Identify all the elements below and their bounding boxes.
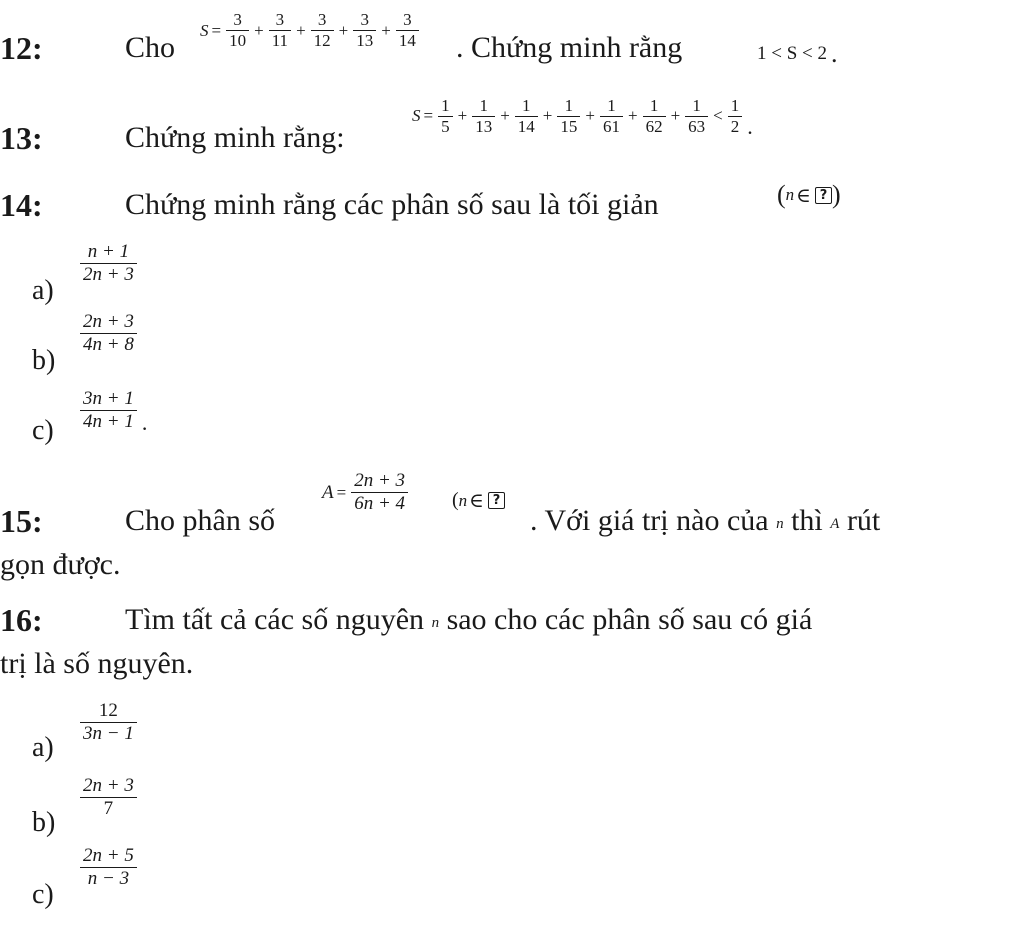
fraction	[80, 311, 137, 356]
text-segment: rút	[846, 504, 881, 537]
fraction	[80, 388, 137, 433]
denominator: n − 3	[87, 868, 130, 889]
problem-14-item-b-label: b)	[32, 345, 56, 376]
problem-13-text: Chứng minh rằng:	[125, 121, 345, 154]
denominator: 11	[271, 31, 289, 50]
numerator: 12	[98, 700, 118, 721]
var-s: S	[200, 20, 209, 40]
fraction	[80, 845, 137, 890]
equals-sign: =	[423, 106, 434, 125]
problem-14-item-c-label: c)	[32, 415, 54, 446]
plus-sign: +	[457, 106, 468, 125]
problem-16-item-c-label: c)	[32, 879, 54, 910]
denominator: 10	[229, 31, 247, 50]
numerator: 2n + 3	[83, 311, 134, 332]
numerator: 1	[730, 95, 740, 115]
problem-12-number: 12:	[0, 30, 43, 66]
element-of-symbol: ∈	[796, 184, 811, 207]
var-n: n	[776, 516, 784, 532]
equals-sign: =	[211, 20, 222, 40]
denominator: 61	[602, 116, 620, 136]
plus-sign: +	[627, 106, 638, 125]
problem-14-item-a-fraction	[78, 241, 139, 286]
denominator: 15	[560, 116, 578, 136]
problem-14-item-b-fraction	[78, 311, 139, 356]
numerator: 3	[317, 10, 327, 29]
fraction	[557, 96, 580, 137]
plus-sign: +	[254, 20, 264, 40]
problem-12-cho: Cho	[125, 31, 176, 64]
fraction	[80, 700, 137, 745]
problem-13-number: 13:	[0, 120, 43, 156]
fraction	[728, 96, 743, 137]
period: .	[831, 39, 838, 68]
problem-14-text: Chứng minh rằng các phân số sau là tối giản	[125, 188, 659, 221]
problem-12-inequality	[757, 36, 838, 72]
numerator: 1	[479, 95, 488, 115]
problem-14-condition	[777, 180, 841, 210]
fraction	[643, 96, 666, 137]
plus-sign: +	[338, 20, 349, 40]
text-segment: sao cho các phân số sau có giá	[446, 603, 813, 636]
less-than-sign: <	[713, 106, 723, 125]
fraction	[80, 775, 137, 820]
fraction	[353, 10, 376, 51]
numerator: 1	[522, 95, 531, 115]
problem-16-item-a-fraction	[78, 700, 139, 745]
denominator: 6n + 4	[354, 493, 406, 514]
unknown-symbol-icon: ?	[815, 187, 832, 204]
period: .	[747, 114, 753, 139]
numerator: 1	[564, 95, 574, 115]
fraction	[515, 96, 538, 137]
var-a: A	[322, 481, 334, 503]
var-n: n	[785, 185, 795, 204]
denominator: 13	[475, 116, 493, 136]
fraction	[396, 10, 419, 51]
fraction	[685, 96, 708, 137]
denominator: 5	[441, 116, 450, 136]
denominator: 12	[313, 31, 331, 50]
problem-15-condition	[452, 488, 505, 513]
numerator: 2n + 3	[354, 470, 406, 491]
numerator: 1	[607, 95, 616, 115]
numerator: 3	[275, 10, 285, 29]
problem-16-item-c-fraction	[78, 845, 139, 890]
text-segment: Tìm tất cả các số nguyên	[125, 603, 425, 636]
denominator: 4n + 8	[83, 334, 134, 355]
problem-15-text-2	[530, 503, 880, 542]
var-s: S	[412, 106, 421, 125]
numerator: 2n + 3	[83, 775, 134, 796]
period: .	[141, 410, 148, 435]
fraction	[269, 10, 291, 51]
problem-16-item-b-label: b)	[32, 807, 56, 838]
problem-16-line-2: trị là số nguyên.	[0, 647, 194, 680]
denominator: 13	[356, 31, 374, 50]
fraction	[472, 96, 495, 137]
numerator: 3	[360, 10, 369, 29]
var-a: A	[830, 516, 840, 532]
denominator: 2	[730, 116, 740, 136]
problem-15-line-2: gọn được.	[0, 548, 121, 581]
denominator: 62	[645, 116, 663, 136]
denominator: 63	[688, 116, 706, 136]
var-n: n	[458, 490, 468, 510]
problem-16-item-b-fraction	[78, 775, 139, 820]
unknown-symbol-icon: ?	[488, 492, 505, 509]
problem-15-fraction	[322, 470, 410, 515]
denominator: 4n + 1	[83, 410, 134, 432]
plus-sign: +	[381, 20, 391, 40]
problem-15-text: Cho phân số	[125, 504, 275, 537]
problem-12-sum	[200, 10, 421, 51]
denominator: 14	[398, 31, 416, 50]
numerator: n + 1	[87, 241, 130, 262]
numerator: 3	[233, 10, 242, 29]
plus-sign: +	[542, 106, 553, 125]
denominator: 7	[103, 798, 114, 819]
inequality-text: 1 < S < 2	[757, 43, 827, 64]
problem-15-number: 15:	[0, 503, 43, 539]
text-segment: thì	[791, 504, 823, 537]
denominator: 3n − 1	[83, 723, 134, 744]
numerator: 1	[441, 95, 450, 115]
fraction	[438, 96, 453, 137]
fraction	[226, 10, 249, 51]
numerator: 1	[692, 95, 701, 115]
numerator: 3n + 1	[83, 387, 134, 409]
plus-sign: +	[585, 106, 595, 125]
numerator: 3	[403, 10, 412, 29]
plus-sign: +	[670, 106, 681, 125]
fraction	[311, 10, 334, 51]
fraction	[80, 241, 137, 286]
numerator: 2n + 5	[83, 845, 134, 866]
fraction	[351, 470, 408, 515]
open-paren: (	[777, 180, 786, 209]
problem-14-item-a-label: a)	[32, 275, 54, 306]
close-paren: )	[831, 180, 841, 209]
problem-16-number: 16:	[0, 602, 43, 638]
problem-16-item-a-label: a)	[32, 732, 54, 763]
plus-sign: +	[296, 20, 306, 40]
numerator: 1	[649, 95, 659, 115]
text-segment: . Với giá trị nào của	[530, 504, 769, 537]
problem-14-number: 14:	[0, 187, 43, 223]
problem-13-sum	[412, 92, 753, 140]
var-n: n	[431, 615, 440, 631]
plus-sign: +	[500, 106, 510, 125]
equals-sign: =	[336, 482, 347, 502]
problem-12-text: . Chứng minh rằng	[456, 31, 683, 64]
open-paren: (	[452, 489, 459, 511]
fraction	[600, 96, 623, 137]
element-of-symbol: ∈	[469, 490, 484, 512]
denominator: 2n + 3	[83, 264, 134, 285]
denominator: 14	[517, 116, 535, 136]
problem-14-item-c-fraction	[78, 384, 147, 436]
problem-16-text	[125, 602, 812, 641]
